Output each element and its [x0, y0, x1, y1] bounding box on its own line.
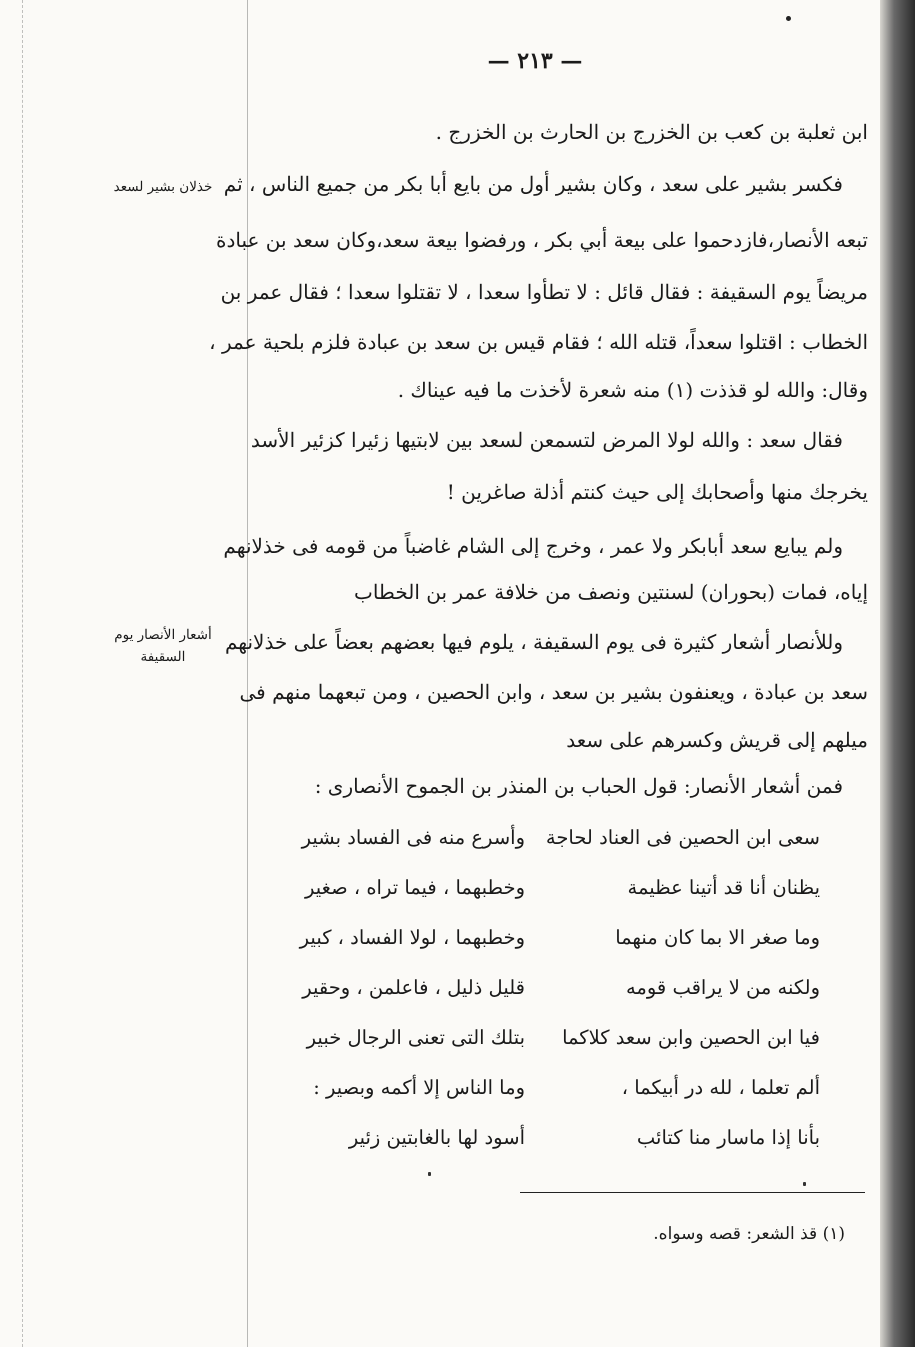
verse-1-second: وأسرع منه فى الفساد بشير: [301, 826, 525, 849]
ink-dot: [786, 16, 791, 21]
text-line-2: فكسر بشير على سعد ، وكان بشير أول من بايع أبا بكر من جميع الناس ، ثم: [223, 172, 843, 196]
footnote: (١) قذ الشعر: قصه وسواه.: [653, 1224, 845, 1244]
text-line-1: ابن ثعلبة بن كعب بن الخزرج بن الحارث بن الخزرج .: [435, 120, 868, 144]
verse-7-first: بأنا إذا ماسار منا كتائب: [636, 1126, 820, 1149]
verse-3-first: وما صغر الا بما كان منهما: [615, 926, 820, 949]
page-number: — ٢١٣ —: [487, 48, 583, 74]
text-line-11: وللأنصار أشعار كثيرة فى يوم السقيفة ، يلوم فيها بعضهم بعضاً على خذلانهم: [224, 630, 843, 654]
text-line-6: وقال: والله لو قذذت (١) منه شعرة لأخذت ما فيه عيناك .: [397, 378, 868, 402]
verse-5-second: بتلك التى تعنى الرجال خبير: [306, 1026, 525, 1049]
text-line-10: إياه، فمات (بحوران) لسنتين ونصف من خلافة عمر بن الخطاب: [354, 580, 868, 604]
page-crease-left: [22, 0, 24, 1347]
ink-speck: [428, 1172, 431, 1176]
verse-2-first: يظنان أنا قد أتينا عظيمة: [627, 876, 820, 899]
verse-2-second: وخطبهما ، فيما تراه ، صغير: [305, 876, 525, 899]
margin-note-1: خذلان بشير لسعد: [113, 179, 213, 195]
text-line-3: تبعه الأنصار،فازدحموا على بيعة أبي بكر ، ورفضوا بيعة سعد،وكان سعد بن عبادة: [215, 228, 868, 252]
verse-6-second: وما الناس إلا أكمه وبصير :: [313, 1076, 525, 1099]
verse-1-first: سعى ابن الحصين فى العناد لحاجة: [545, 826, 820, 849]
text-line-14: فمن أشعار الأنصار: قول الحباب بن المنذر بن الجموح الأنصارى :: [314, 774, 843, 798]
text-line-4: مريضاً يوم السقيفة : فقال قائل : لا تطأوا سعدا ، لا تقتلوا سعدا ؛ فقال عمر بن: [220, 280, 868, 304]
text-line-9: ولم يبايع سعد أبابكر ولا عمر ، وخرج إلى الشام غاضباً من قومه فى خذلانهم: [223, 534, 843, 558]
text-line-5: الخطاب : اقتلوا سعداً، قتله الله ؛ فقام قيس بن سعد بن عبادة فلزم بلحية عمر ،: [209, 330, 868, 354]
verse-4-second: قليل ذليل ، فاعلمن ، وحقير: [302, 976, 525, 999]
text-line-8: يخرجك منها وأصحابك إلى حيث كنتم أذلة صاغرين !: [446, 480, 868, 504]
binding-shadow: [880, 0, 915, 1347]
margin-note-2: أشعار الأنصار يوم السقيفة: [114, 627, 212, 665]
verse-4-first: ولكنه من لا يراقب قومه: [625, 976, 820, 999]
verse-7-second: أسود لها بالغابتين زئير: [348, 1126, 525, 1149]
ink-speck: [803, 1182, 806, 1186]
text-line-13: ميلهم إلى قريش وكسرهم على سعد: [566, 728, 868, 752]
footnote-rule: [520, 1192, 865, 1193]
text-line-12: سعد بن عبادة ، ويعنفون بشير بن سعد ، وابن الحصين ، ومن تبعهما منهم فى: [239, 680, 868, 704]
verse-5-first: فيا ابن الحصين وابن سعد كلاكما: [562, 1026, 820, 1049]
text-line-7: فقال سعد : والله لولا المرض لتسمعن لسعد بين لابتيها زئيرا كزئير الأسد: [250, 428, 843, 452]
verse-6-first: ألم تعلما ، لله در أبيكما ،: [621, 1076, 820, 1099]
verse-3-second: وخطبهما ، لولا الفساد ، كبير: [299, 926, 525, 949]
